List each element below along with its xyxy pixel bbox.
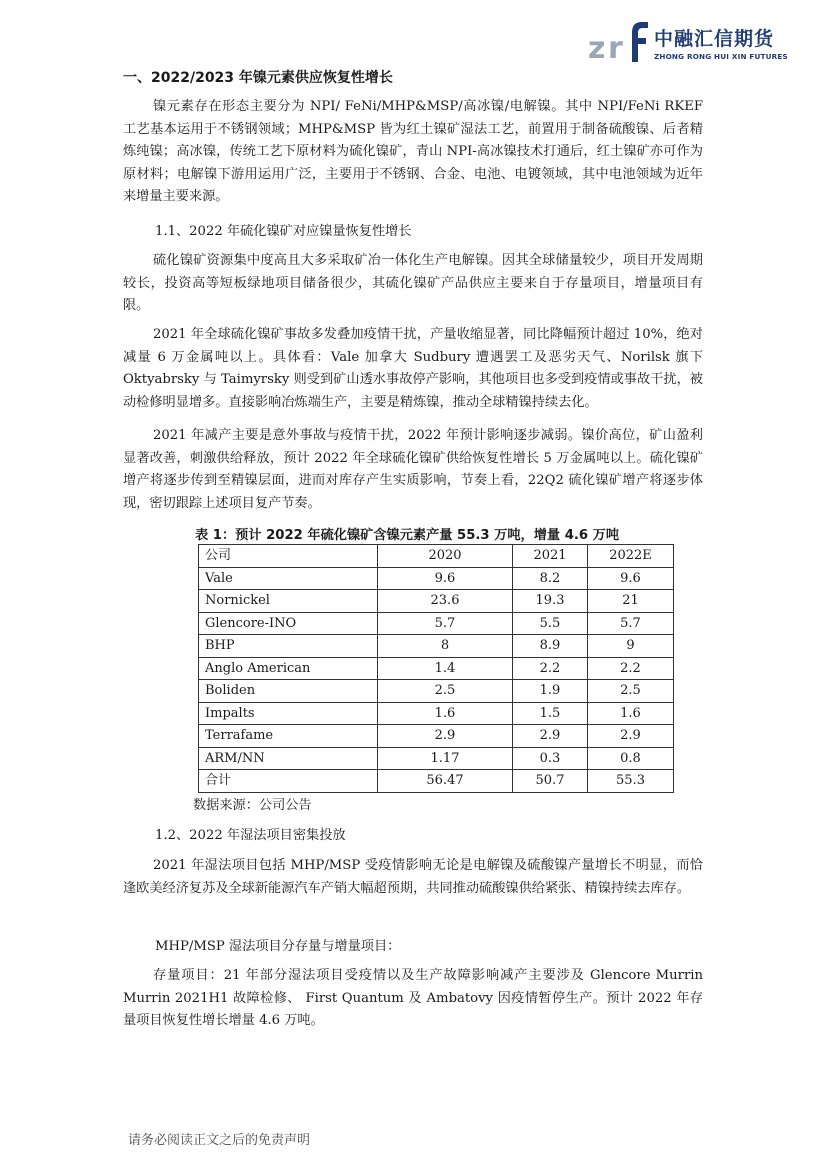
company-cell: Glencore-INO <box>199 612 378 635</box>
production-table <box>198 544 674 793</box>
company-cell: ARM/NN <box>199 747 378 770</box>
table-total-row <box>199 770 674 793</box>
value-cell: 1.5 <box>513 702 588 725</box>
intro-paragraph-block <box>123 96 703 209</box>
subsection-1-heading: 1.1、2022 年硫化镍矿对应镍量恢复性增长 <box>155 224 412 239</box>
company-logo <box>588 18 788 64</box>
value-cell: 9.6 <box>588 567 674 590</box>
paragraph-text: 硫化镍矿资源集中度高且大多采取矿冶一体化生产电解镍。因其全球储量较少，项目开发周期较长，投资高等短板绿地项目储备很少，其硫化镍矿产品供应主要来自于存量项目，增量项目有限。 <box>123 253 703 313</box>
subsection-2-lead: MHP/MSP 湿法项目分存量与增量项目： <box>155 939 401 954</box>
table-row <box>199 680 674 703</box>
header-cell: 2022E <box>588 545 674 568</box>
value-cell: 5.7 <box>378 612 513 635</box>
svg-text:z: z <box>588 31 606 64</box>
table-row <box>199 725 674 748</box>
paragraph-text: 2021 年减产主要是意外事故与疫情干扰，2022 年预计影响逐步减弱。镍价高位，矿山盈利显著改善，刺激供给释放，预计 2022 年全球硫化镍矿供给恢复性增长 5 万金属吨以上。硫化镍矿增产将逐步传到至精镍层面，进而对库存产生实质影响，节奏上看，22Q2 硫化镍矿增产将逐步体现，密切跟踪上述项目复产节奏。 <box>123 428 703 511</box>
table-row <box>199 702 674 725</box>
value-cell: 5.5 <box>513 612 588 635</box>
value-cell: 2.9 <box>378 725 513 748</box>
value-cell: 8.2 <box>513 567 588 590</box>
value-cell: 2.9 <box>513 725 588 748</box>
value-cell: 23.6 <box>378 590 513 613</box>
value-cell: 0.8 <box>588 747 674 770</box>
company-cell: Impalts <box>199 702 378 725</box>
value-cell: 2.9 <box>588 725 674 748</box>
value-cell: 56.47 <box>378 770 513 793</box>
company-cell: Terrafame <box>199 725 378 748</box>
subsection-2-paragraph-3 <box>123 965 703 1033</box>
value-cell: 9.6 <box>378 567 513 590</box>
company-cell: Boliden <box>199 680 378 703</box>
company-cell: Vale <box>199 567 378 590</box>
value-cell: 21 <box>588 590 674 613</box>
header-cell: 公司 <box>199 545 378 568</box>
paragraph-text: 2021 年全球硫化镍矿事故多发叠加疫情干扰，产量收缩显著，同比降幅预计超过 10%，绝对减量 6 万金属吨以上。具体看：Vale 加拿大 Sudbury 遭遇罢工及恶劣天气、Norilsk 旗下 Oktyabrsky 与 Taimyrsky 则受到矿山透水事故停产影响，其他项目也多受到疫情或事故干扰，被动检修明显增多。直接影响冶炼端生产，主要是精炼镍，推动全球精镍持续去化。 <box>123 327 703 410</box>
value-cell: 1.4 <box>378 657 513 680</box>
table-row <box>199 635 674 658</box>
value-cell: 1.6 <box>588 702 674 725</box>
intro-paragraph: 镍元素存在形态主要分为 NPI/ FeNi/MHP&MSP/高冰镍/电解镍。其中 NPI/FeNi RKEF 工艺基本运用于不锈钢领域；MHP&MSP 皆为红土镍矿湿法工艺，前置用于制备硫酸镍、后者精炼纯镍；高冰镍，传统工艺下原材料为硫化镍矿，青山 NPI-高冰镍技术打通后，红土镍矿亦可作为原材料；电解镍下游用运用广泛，主要用于不锈钢、合金、电池、电镀领域，其中电池领域为近年来增量主要来源。 <box>123 99 703 204</box>
paragraph-text: 存量项目：21 年部分湿法项目受疫情以及生产故障影响减产主要涉及 Glencore Murrin Murrin 2021H1 故障检修、 First Quantum 及 Ambatovy 因疫情暂停生产。预计 2022 年存量项目恢复性增长增量 4.6 万吨。 <box>123 968 703 1028</box>
subsection-1-paragraph-2 <box>123 324 703 414</box>
value-cell: 55.3 <box>588 770 674 793</box>
paragraph-text: 2021 年湿法项目包括 MHP/MSP 受疫情影响无论是电解镍及硫酸镍产量增长不明显，而恰逢欧美经济复苏及全球新能源汽车产销大幅超预期，共同推动硫酸镍供给紧张、精镍持续去库存。 <box>123 858 703 896</box>
table-row <box>199 590 674 613</box>
table-row <box>199 657 674 680</box>
value-cell: 0.3 <box>513 747 588 770</box>
logo-chinese-name: 中融汇信期货 <box>654 28 775 50</box>
value-cell: 2.5 <box>378 680 513 703</box>
table-source-note: 数据来源：公司公告 <box>193 798 312 813</box>
header-cell: 2021 <box>513 545 588 568</box>
disclaimer-footer: 请务必阅读正文之后的免责声明 <box>128 1133 311 1148</box>
value-cell: 2.2 <box>513 657 588 680</box>
value-cell: 8 <box>378 635 513 658</box>
subsection-1-paragraph-3 <box>123 425 703 515</box>
value-cell: 50.7 <box>513 770 588 793</box>
value-cell: 1.9 <box>513 680 588 703</box>
value-cell: 9 <box>588 635 674 658</box>
table-row <box>199 612 674 635</box>
table-caption: 表 1：预计 2022 年硫化镍矿含镍元素产量 55.3 万吨，增量 4.6 万吨 <box>195 528 620 543</box>
value-cell: 19.3 <box>513 590 588 613</box>
table-header-row <box>199 545 674 568</box>
logo-mark-icon <box>588 18 650 64</box>
value-cell: 2.2 <box>588 657 674 680</box>
subsection-2-heading: 1.2、2022 年湿法项目密集投放 <box>155 828 346 843</box>
table-row <box>199 747 674 770</box>
logo-english-name: ZHONG RONG HUI XIN FUTURES <box>654 52 788 61</box>
table-row <box>199 567 674 590</box>
section-heading: 一、2022/2023 年镍元素供应恢复性增长 <box>123 70 393 86</box>
company-cell: BHP <box>199 635 378 658</box>
company-cell: Anglo American <box>199 657 378 680</box>
value-cell: 8.9 <box>513 635 588 658</box>
value-cell: 1.17 <box>378 747 513 770</box>
subsection-1-paragraph-1 <box>123 250 703 318</box>
value-cell: 2.5 <box>588 680 674 703</box>
value-cell: 1.6 <box>378 702 513 725</box>
company-cell: Nornickel <box>199 590 378 613</box>
header-cell: 2020 <box>378 545 513 568</box>
svg-text:r: r <box>608 31 623 64</box>
value-cell: 5.7 <box>588 612 674 635</box>
total-label-cell: 合计 <box>199 770 378 793</box>
subsection-2-paragraph-1 <box>123 855 703 900</box>
